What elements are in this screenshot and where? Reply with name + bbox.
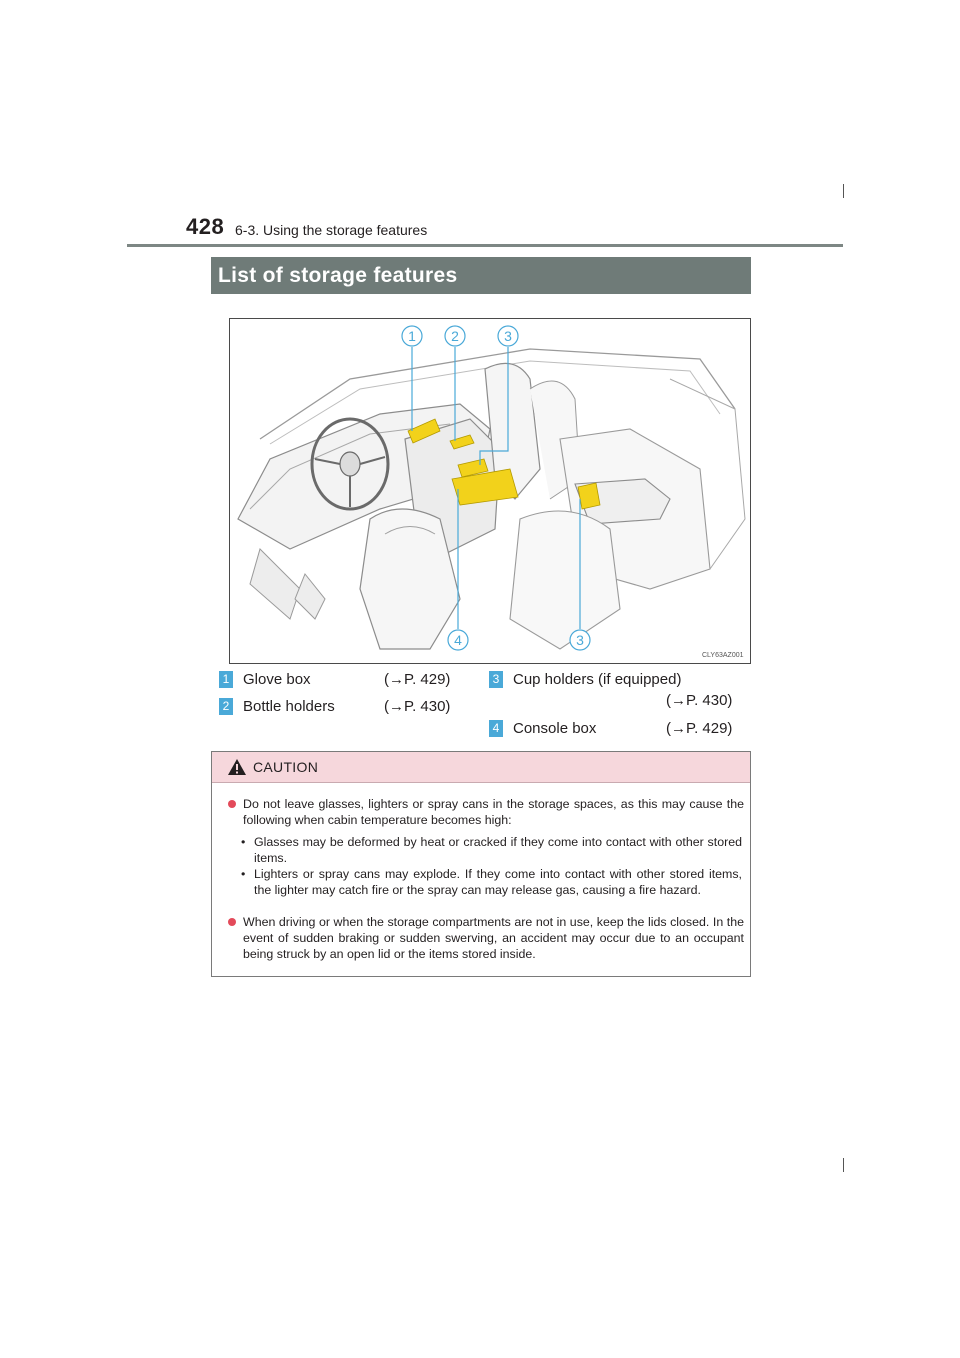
callout-4: 4: [454, 632, 462, 648]
callout-1: 1: [408, 328, 416, 344]
caution-bullet-2-text: When driving or when the storage compartments are not in use, keep the lids closed. In the event of sudden braking or sudden swerving, an accident may occur due to an occupant being struck by an open lid or the items stored inside.: [243, 915, 744, 961]
caution-subitem-2: [241, 866, 742, 898]
legend-label-cup-holders: Cup holders (if equipped): [513, 671, 682, 688]
legend-num-4: 4: [489, 720, 503, 737]
legend-num-2: 2: [219, 698, 233, 715]
legend-ref-console-box[interactable]: (→P. 429): [666, 720, 733, 737]
cabin-illustration: [229, 318, 751, 664]
caution-bullet-2: [228, 914, 744, 962]
caution-subitem-1: [241, 834, 742, 866]
illustration-code: CLY63AZ001: [702, 652, 744, 659]
warning-triangle-icon: [228, 759, 246, 775]
legend-num-1: 1: [219, 671, 233, 688]
legend-label-bottle-holders: Bottle holders: [243, 698, 335, 715]
legend-ref-cup-holders[interactable]: (→P. 430): [666, 692, 733, 709]
caution-box: [211, 751, 751, 977]
legend-label-console-box: Console box: [513, 720, 597, 737]
legend-num-3: 3: [489, 671, 503, 688]
header-rule: [127, 244, 843, 247]
legend-label-glove-box: Glove box: [243, 671, 311, 688]
callout-3: 3: [504, 328, 512, 344]
callout-2: 2: [451, 328, 459, 344]
cabin-drawing: [230, 319, 750, 663]
sub-bullet-dot: •: [241, 867, 246, 881]
caution-bullet-1: [228, 796, 744, 828]
caution-subitem-2-text: Lighters or spray cans may explode. If they come into contact with other stored items, the lighter may catch fire or the spray can may release gas, causing a fire hazard.: [254, 867, 742, 897]
legend-ref-glove-box[interactable]: (→P. 429): [384, 671, 451, 688]
page-number: 428: [186, 214, 225, 239]
caution-subitem-1-text: Glasses may be deformed by heat or cracked if they come into contact with other stored items.: [254, 835, 742, 865]
sub-bullet-dot: •: [241, 835, 246, 849]
caution-header: [212, 752, 750, 783]
crop-mark-top: [843, 184, 844, 198]
caution-title: CAUTION: [253, 759, 319, 775]
callout-3-rear: 3: [576, 632, 584, 648]
caution-bullet-1-text: Do not leave glasses, lighters or spray cans in the storage spaces, as this may cause the following when cabin temperature becomes high:: [243, 797, 744, 827]
rear-cup-holder-highlight: [578, 483, 600, 509]
bullet-dot: [228, 918, 236, 926]
crop-mark-bottom: [843, 1158, 844, 1172]
section-title: 6-3. Using the storage features: [235, 222, 428, 238]
section-heading: List of storage features: [211, 257, 751, 294]
legend-ref-bottle-holders[interactable]: (→P. 430): [384, 698, 451, 715]
bullet-dot: [228, 800, 236, 808]
